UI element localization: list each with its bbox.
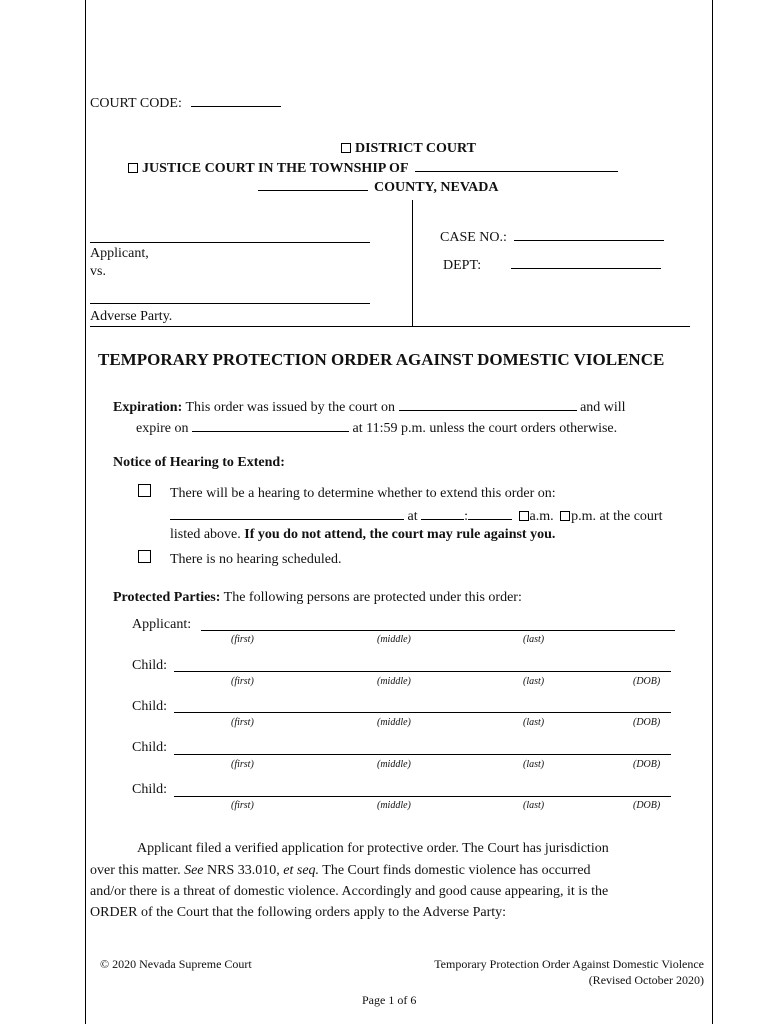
left-margin-line: [85, 0, 86, 1024]
caption-divider: [412, 200, 413, 326]
hearing-checkbox[interactable]: [138, 484, 151, 497]
footer-copyright: © 2020 Nevada Supreme Court: [100, 957, 252, 971]
caption-bottom-line: [90, 326, 690, 327]
protected-parties-heading: Protected Parties: The following persons are protected under this order:: [113, 590, 522, 605]
child-name-field-4[interactable]: [174, 796, 671, 797]
middle-caption: (middle): [377, 800, 411, 811]
dept: DEPT:: [443, 256, 661, 274]
case-number: CASE NO.:: [440, 228, 664, 246]
dob-caption: (DOB): [633, 717, 661, 728]
child-label-1: Child:: [132, 658, 168, 673]
dob-caption: (DOB): [633, 759, 661, 770]
expiration-line-2: expire on at 11:59 p.m. unless the court orders otherwise.: [136, 421, 618, 436]
adverse-caption: Adverse Party.: [90, 309, 173, 324]
issue-date-blank[interactable]: [399, 398, 577, 411]
no-hearing-checkbox[interactable]: [138, 550, 151, 563]
court-code-blank[interactable]: [191, 94, 281, 107]
child-label-3: Child:: [132, 740, 168, 755]
justice-court-checkbox[interactable]: [128, 163, 138, 173]
last-caption: (last): [523, 717, 545, 728]
hearing-text: There will be a hearing to determine whether to extend this order on:: [170, 486, 556, 501]
justice-court-option: JUSTICE COURT IN THE TOWNSHIP OF: [128, 159, 618, 177]
adverse-name-line[interactable]: [90, 303, 370, 304]
applicant-name-field[interactable]: [201, 630, 675, 631]
first-caption: (first): [231, 676, 254, 687]
footer-revised: (Revised October 2020): [588, 973, 704, 987]
child-label-2: Child:: [132, 699, 168, 714]
body-line-4: ORDER of the Court that the following orders apply to the Adverse Party:: [90, 905, 507, 920]
footer-doc-title: Temporary Protection Order Against Domestic Violence: [434, 957, 704, 971]
right-margin-line: [712, 0, 713, 1024]
court-code: COURT CODE:: [90, 94, 281, 112]
middle-caption: (middle): [377, 759, 411, 770]
case-number-blank[interactable]: [514, 228, 664, 241]
body-line-2: over this matter. See NRS 33.010, et seq. The Court finds domestic violence has occurred: [90, 863, 591, 878]
hearing-date-blank[interactable]: [170, 507, 404, 520]
district-court-checkbox[interactable]: [341, 143, 351, 153]
applicant-caption: Applicant,: [90, 246, 149, 261]
applicant-label: Applicant:: [132, 617, 192, 632]
middle-caption: (middle): [377, 717, 411, 728]
first-caption: (first): [231, 634, 254, 645]
vs-label: vs.: [90, 264, 106, 279]
county-blank[interactable]: [258, 178, 368, 191]
no-hearing-text: There is no hearing scheduled.: [170, 552, 342, 567]
last-caption: (last): [523, 676, 545, 687]
body-line-1: Applicant filed a verified application for protective order. The Court has jurisdiction: [137, 841, 609, 856]
last-caption: (last): [523, 800, 545, 811]
district-court-option: DISTRICT COURT: [341, 141, 476, 157]
county-line: COUNTY, NEVADA: [258, 178, 498, 196]
dob-caption: (DOB): [633, 676, 661, 687]
page-number: Page 1 of 6: [362, 993, 417, 1007]
applicant-name-line[interactable]: [90, 242, 370, 243]
notice-heading: Notice of Hearing to Extend:: [113, 455, 285, 470]
dob-caption: (DOB): [633, 800, 661, 811]
document-title: TEMPORARY PROTECTION ORDER AGAINST DOMESTIC VIOLENCE: [98, 350, 665, 369]
first-caption: (first): [231, 800, 254, 811]
last-caption: (last): [523, 759, 545, 770]
body-line-3: and/or there is a threat of domestic violence. Accordingly and good cause appearing, it is the: [90, 884, 609, 899]
middle-caption: (middle): [377, 634, 411, 645]
child-label-4: Child:: [132, 782, 168, 797]
dept-blank[interactable]: [511, 256, 661, 269]
expire-date-blank[interactable]: [192, 419, 349, 432]
expiration-line-1: Expiration: This order was issued by the court on and will: [113, 400, 626, 415]
hearing-minute-blank[interactable]: [468, 507, 512, 520]
first-caption: (first): [231, 717, 254, 728]
township-blank[interactable]: [415, 159, 618, 172]
child-name-field-1[interactable]: [174, 671, 671, 672]
child-name-field-2[interactable]: [174, 712, 671, 713]
pm-checkbox[interactable]: [560, 511, 570, 521]
child-name-field-3[interactable]: [174, 754, 671, 755]
am-checkbox[interactable]: [519, 511, 529, 521]
last-caption: (last): [523, 634, 545, 645]
hearing-datetime: at : a.m. p.m. at the court: [170, 507, 662, 525]
middle-caption: (middle): [377, 676, 411, 687]
hearing-warning: listed above. If you do not attend, the court may rule against you.: [170, 527, 556, 542]
first-caption: (first): [231, 759, 254, 770]
hearing-hour-blank[interactable]: [421, 507, 464, 520]
